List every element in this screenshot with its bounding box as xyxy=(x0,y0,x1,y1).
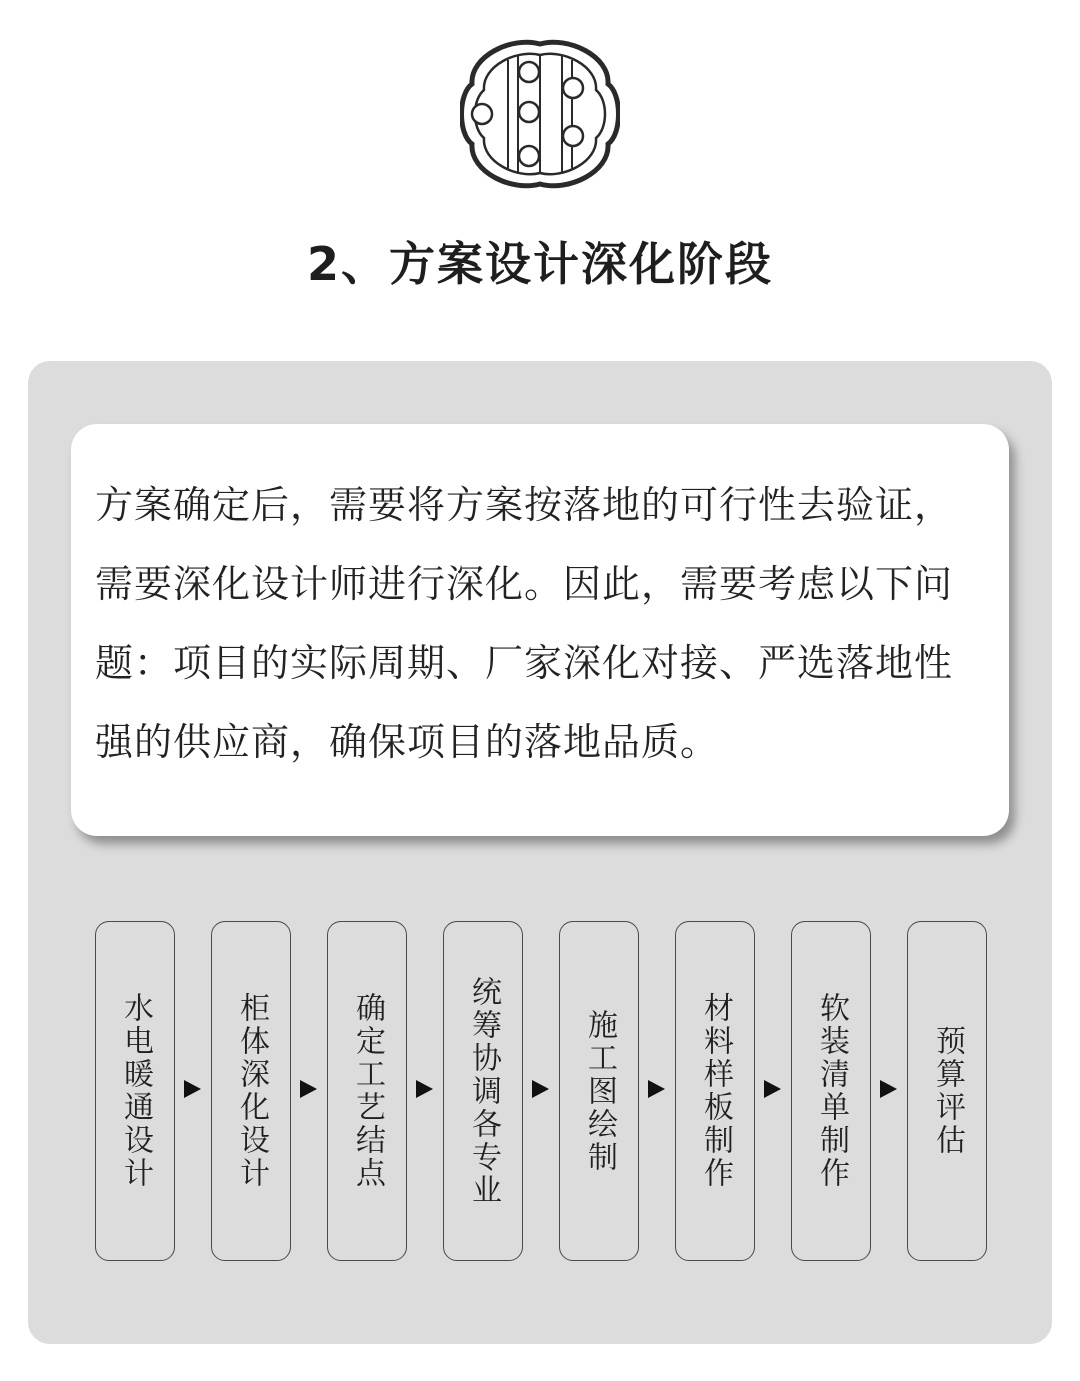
step-box-3 xyxy=(327,921,407,1261)
step-box-2 xyxy=(211,921,291,1261)
description-card xyxy=(71,424,1009,836)
arrow-right-icon xyxy=(880,1080,897,1098)
description-line: 强的供应商，确保项目的落地品质。 xyxy=(95,720,720,764)
step-box-5 xyxy=(559,921,639,1261)
arrow-right-icon xyxy=(184,1080,201,1098)
step-label: 施工图绘制 xyxy=(582,1008,617,1174)
description-line: 题：项目的实际周期、厂家深化对接、严选落地性 xyxy=(95,641,954,685)
step-label: 材料样板制作 xyxy=(698,992,733,1190)
page-title: 2、方案设计深化阶段 xyxy=(306,237,773,291)
step-box-6 xyxy=(675,921,755,1261)
arrow-right-icon xyxy=(648,1080,665,1098)
step-label: 软装清单制作 xyxy=(814,992,849,1190)
step-label: 确定工艺结点 xyxy=(350,992,385,1190)
description-line: 需要深化设计师进行深化。因此，需要考虑以下问 xyxy=(95,562,954,606)
step-box-4 xyxy=(443,921,523,1261)
arrow-right-icon xyxy=(416,1080,433,1098)
step-box-8 xyxy=(907,921,987,1261)
logo-emblem-icon xyxy=(460,38,620,190)
arrow-right-icon xyxy=(300,1080,317,1098)
step-label: 预算评估 xyxy=(930,1025,965,1157)
step-label: 柜体深化设计 xyxy=(234,992,269,1190)
step-box-1 xyxy=(95,921,175,1261)
step-label: 水电暖通设计 xyxy=(118,992,153,1190)
description-line: 方案确定后，需要将方案按落地的可行性去验证， xyxy=(95,483,954,527)
arrow-right-icon xyxy=(532,1080,549,1098)
step-label: 统筹协调各专业 xyxy=(466,975,501,1207)
step-box-7 xyxy=(791,921,871,1261)
arrow-right-icon xyxy=(764,1080,781,1098)
